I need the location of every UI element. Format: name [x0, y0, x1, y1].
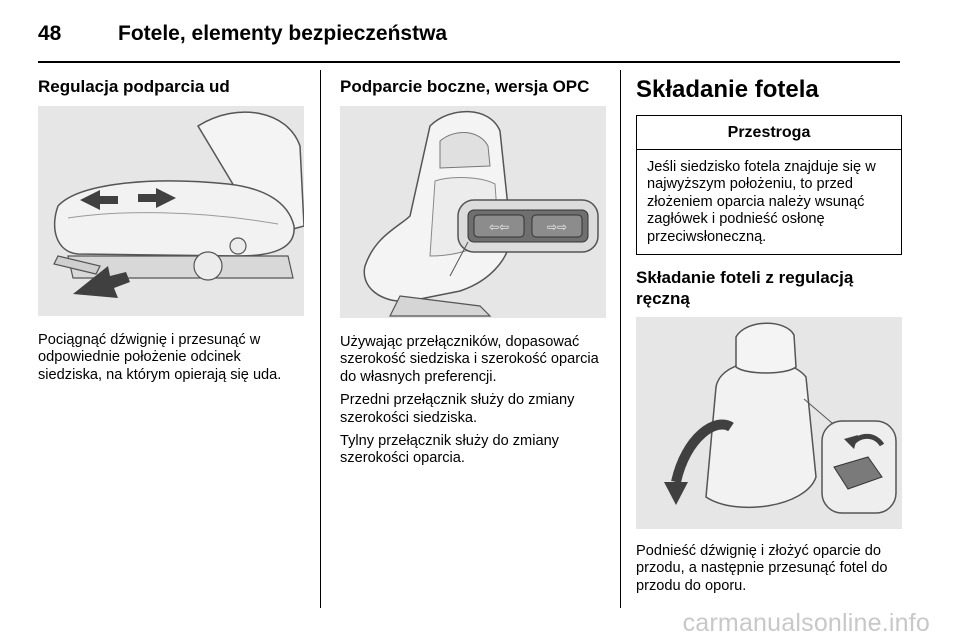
column-divider — [320, 70, 321, 608]
seat-folding-section — [636, 76, 902, 601]
sub-heading: Składanie foteli z regulacją ręczną — [636, 268, 854, 309]
svg-text:⇦⇦: ⇦⇦ — [488, 220, 510, 234]
thigh-support-section — [38, 76, 304, 390]
header-rule — [38, 61, 900, 63]
seat-folding-illustration — [636, 317, 902, 529]
section-heading: Regulacja podparcia ud — [38, 77, 230, 96]
caution-box — [636, 115, 902, 255]
section-heading: Podparcie boczne, wersja OPC — [340, 77, 590, 96]
side-support-section — [340, 76, 606, 474]
side-support-illustration — [340, 106, 606, 318]
page-title: Fotele, elementy bezpieczeństwa — [118, 22, 448, 45]
column-divider — [620, 70, 621, 608]
caution-title: Przestroga — [637, 116, 901, 150]
body-text: Tylny przełącznik służy do zmiany szerokości oparcia. — [340, 433, 559, 467]
body-text: Przedni przełącznik służy do zmiany szerokości siedziska. — [340, 392, 575, 426]
caution-text: Jeśli siedzisko fotela znajduje się w najwyższym położeniu, to przed złożeniem oparcia należy wsunąć zagłówek i podnieść osłonę przeciwsłoneczną. — [647, 159, 876, 245]
body-text: Podnieść dźwignię i złożyć oparcie do przodu, a następnie przesunąć fotel do przodu do oporu. — [636, 543, 888, 594]
svg-text:⇨⇨: ⇨⇨ — [546, 220, 568, 234]
body-text: Pociągnąć dźwignię i przesunąć w odpowiednie położenie odcinek siedziska, na którym opierają się uda. — [38, 332, 282, 383]
watermark: carmanualsonline.info — [682, 609, 930, 637]
page-number: 48 — [38, 22, 62, 45]
body-text: Używając przełączników, dopasować szerokość siedziska i szerokość oparcia do własnych preferencji. — [340, 334, 599, 385]
section-heading: Składanie fotela — [636, 76, 819, 103]
page-header — [38, 22, 900, 52]
thigh-support-illustration — [38, 106, 304, 316]
